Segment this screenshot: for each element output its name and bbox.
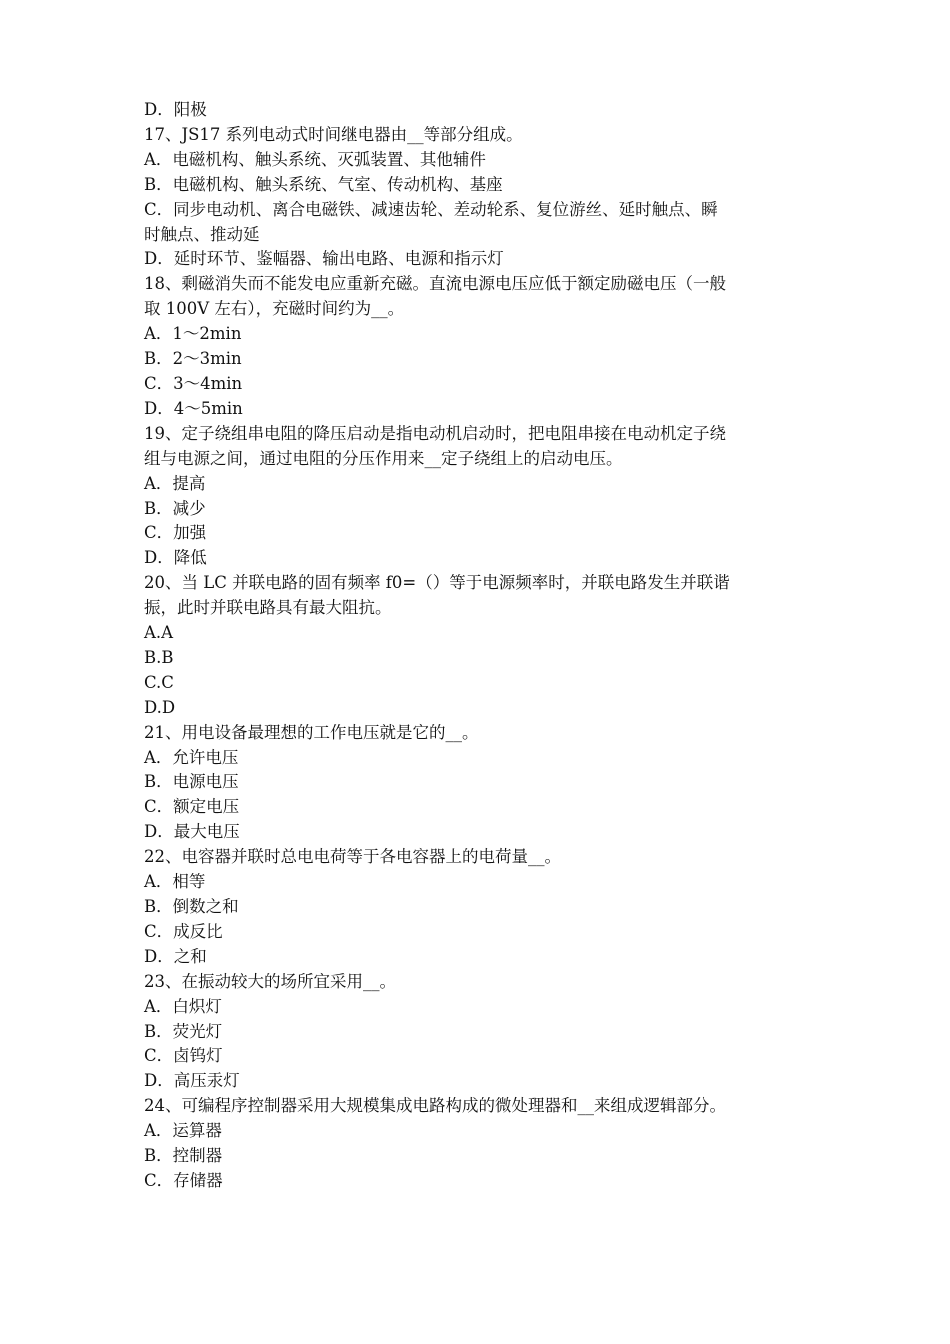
option-line-continued: 时触点、推动延 (144, 224, 260, 244)
option-line: D．延时环节、鉴幅器、输出电路、电源和指示灯 (144, 249, 504, 269)
option-line: A．运算器 (144, 1121, 222, 1141)
question-21: 21、用电设备最理想的工作电压就是它的__。 (144, 722, 479, 742)
option-line: C．3～4min (144, 373, 243, 393)
option-line: B．倒数之和 (144, 897, 239, 916)
option-line: A.A (144, 623, 174, 643)
option-line: D.D (144, 697, 176, 717)
document-body (144, 98, 809, 1194)
option-line: C．额定电压 (144, 797, 240, 817)
option-line: B．电源电压 (144, 772, 239, 792)
option-line: B.B (144, 647, 174, 667)
question-20-continued: 振，此时并联电路具有最大阻抗。 (144, 598, 392, 618)
option-line: B．控制器 (144, 1146, 223, 1166)
option-line: B．荧光灯 (144, 1021, 223, 1041)
question-24: 24、可编程序控制器采用大规模集成电路构成的微处理器和__来组成逻辑部分。 (144, 1096, 726, 1116)
option-line: B．减少 (144, 498, 206, 518)
question-18-continued: 取 100V 左右），充磁时间约为__。 (144, 299, 405, 319)
option-line: C．同步电动机、离合电磁铁、减速齿轮、差动轮系、复位游丝、延时触点、瞬 (144, 199, 718, 219)
option-line: D．4～5min (144, 398, 243, 418)
question-19: 19、定子绕组串电阻的降压启动是指电动机启动时，把电阻串接在电动机定子绕 (144, 423, 726, 443)
question-22: 22、电容器并联时总电电荷等于各电容器上的电荷量__。 (144, 847, 561, 867)
option-line: C．成反比 (144, 921, 223, 941)
question-18: 18、剩磁消失而不能发电应重新充磁。直流电源电压应低于额定励磁电压（一般 (144, 274, 726, 294)
question-23: 23、在振动较大的场所宜采用__。 (144, 971, 396, 991)
option-line: A．允许电压 (144, 747, 239, 767)
option-line: C．加强 (144, 523, 207, 543)
option-line: A．相等 (144, 872, 206, 892)
option-line: D．最大电压 (144, 822, 240, 842)
option-line: A．电磁机构、触头系统、灭弧装置、其他辅件 (144, 149, 486, 169)
option-line: D．高压汞灯 (144, 1071, 240, 1091)
option-line: C．卤钨灯 (144, 1046, 223, 1066)
option-line: D．阳极 (144, 100, 207, 119)
option-line: A．1～2min (144, 324, 242, 344)
option-line: C.C (144, 672, 174, 692)
option-line: D．之和 (144, 946, 207, 966)
question-17: 17、JS17 系列电动式时间继电器由__等部分组成。 (144, 124, 523, 144)
question-19-continued: 组与电源之间，通过电阻的分压作用来__定子绕组上的启动电压。 (144, 448, 623, 468)
option-line: A．提高 (144, 473, 206, 493)
option-line: C．存储器 (144, 1170, 223, 1190)
option-line: B．电磁机构、触头系统、气室、传动机构、基座 (144, 174, 503, 194)
question-20: 20、当 LC 并联电路的固有频率 f0=（）等于电源频率时，并联电路发生并联谐 (144, 573, 730, 593)
option-line: B．2～3min (144, 349, 242, 369)
option-line: A．白炽灯 (144, 996, 222, 1016)
option-line: D．降低 (144, 548, 207, 568)
